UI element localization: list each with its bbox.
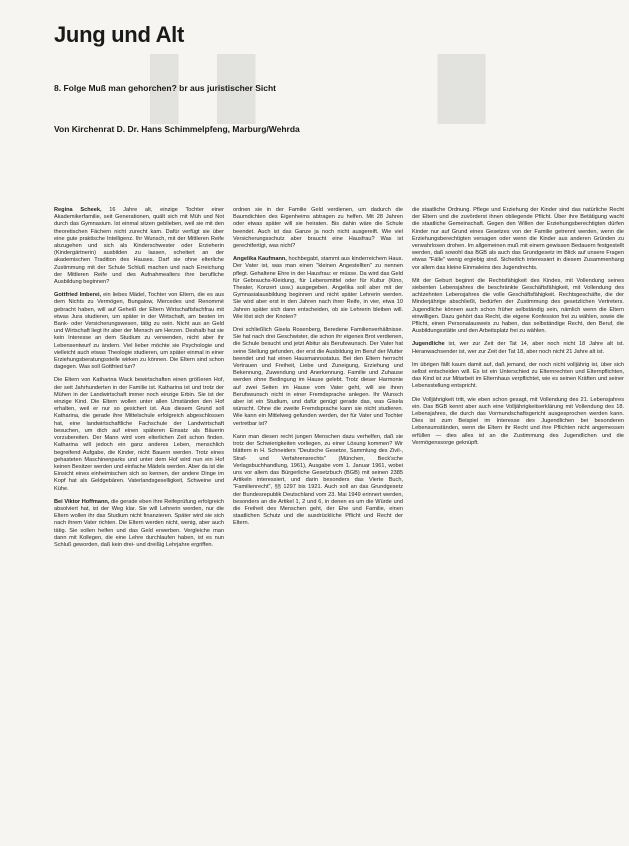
paragraph-text: Kann man diesen recht jungen Menschen dazu verhelfen, daß sie trotz der Schwierigkeiten vorliegen, zu einer Lösung kommen? Wir blättern in H. Schneiders "Deutsche Gesetze, Sammlung des Zivil-, Straf- und Verfahrensrechts" (München, Beck'sche Verlagsbuchhandlung, 1961), Ausgabe vom 1. Januar 1961, wobei uns vor allem das Bürgerliche Gesetzbuch (BGB) mit seinen 2385 Artikeln interessiert, und darin besonders das Vierte Buch, "Familienrecht", §§ 1297 bis 1921. Auch soll an das Grundgesetz der Bundesrepublik Deutschland vom 23. Mai 1949 erinnert werden, besonders an die Artikel 1, 2 und 6, in denen es um die Würde und die Freiheit des Menschen geht, der Ehe und Familie, einen staatlichen Schutz und die ausdrückliche Pflicht und Recht der Eltern.	[233, 433, 403, 527]
paragraph	[54, 292, 224, 371]
paragraph-text: Drei schließlich Gisela Rosenberg, Beredene Familienverhältnisse. Sie hat nach drei Geschwister, die schon ihr eigenes Brot verdienen, die Schule besucht und jetzt Abitur als Berufswunsch. Der Vater hat seine Stellung gefunden, der erst die Ausbildung im Beruf der Mutter beendet und hat einen Hausmannsstatus. Bei den Eltern herrscht Vertrauen und Freiheit, Liebe und Zuneigung, Erziehung und Bekennung, Zuwendung und Anerkennung. Familie und Zuhause werden ohne Bedingung im Hause gelebt. Trotz dieser Harmonie auf zwei Seiten im Hause vom Vater geht, will sie ihren Berufswunsch nicht in einer Fremdsprache anlegen. Ihr Wunsch aber ist ein Studium, und dafür genügt gerade das, was Gisela wünscht. Ohne die zweite Fremdsprache kann sie nicht studieren. Wie kann ein Mittelweg gefunden werden, der für Vater und Tochter vertretbar ist?	[233, 327, 403, 427]
paragraph-text: hochbegabt, stammt aus kinderreichem Haus. Der Vater ist, was man einen "kleinen Angestellten" zu nennen pflegt. Gehaltene Ehre in der Hausfrau: er müsse. Da wird das Geld für Gebrauchs-Kleidung, für Lebensmittel oder für Kultur (Kino, Theater, Konzert usw.) ausgegeben. Angelika soll aber mit der Gymnasialausbildung beginnen und nicht später Lehrerin werden. Sie wird aber erst in den Jahren nach ihrer Reife, in vier, etwa 10 Jahren später sich dann entscheiden, ob sie Lehrerin bleiben will. Wie löst sich der Knoten?	[233, 256, 404, 320]
paragraph-lead: Gottfried Imberei,	[54, 292, 102, 299]
paragraph	[412, 207, 624, 272]
text-column-1	[54, 207, 224, 555]
paragraph-text: die gerade eben ihre Reifeprüfung erfolgreich absolviert hat, ist der Weg klar. Sie will Lehrerin werden, nur die Eltern wollen ihr das Studium nicht finanzieren. Später wird sie sich nach ihrem Vater richten. Die Eltern werden nicht, wenig, aber auch tätig. Sie sollen helfen und das Geld erwerben. Vergleiche man dann mit Kollegen, die eine Lehre durchlaufen haben, ist es nun Schluß geworden, daß kein drei- und dreißig Lehrjahre ergriffen.	[54, 498, 224, 548]
paragraph-text: Im übrigen fällt kaum damit auf, daß jemand, der noch nicht volljährig ist, über sich selbst entscheiden will. Es ist ein Unterschied zu Elternrechten und Elternpflichten, das Kind ist zur Mitarbeit im Elternhaus verpflichtet, wie es seinen Kräften und seiner Lebensstellung entspricht.	[412, 361, 624, 390]
paragraph	[412, 341, 624, 355]
text-column-3	[412, 207, 624, 453]
paragraph	[54, 207, 224, 286]
paragraph	[54, 499, 224, 549]
paragraph-lead: Regina Scheek,	[54, 207, 102, 213]
paragraph-lead: Bei Viktor Hoffmann,	[54, 498, 110, 505]
paragraph	[233, 207, 403, 250]
paragraph-text: die staatliche Ordnung. Pflege und Erziehung der Kinder sind das natürliche Recht der Eltern und die zuvörderst ihnen obliegende Pflicht. Über ihre Betätigung wacht die staatliche Gemeinschaft. Gegen den Willen der Erziehungsberechtigten dürfen Kinder nur auf Grund eines Gesetzes von der Familie getrennt werden, wenn die Erziehungsberechtigten versagen oder wenn die Kinder aus anderen Gründen zu verwahrlosen drohen. Im allgemeinen muß mit einem gewissen Bedauern festgestellt werden, daß sowohl das BGB als auch das Grundgesetz im Blick auf unsere Fragen etwas "Fälle" wenig ergiebig sind. Sicherlich interessiert in diesem Zusammenhang vor allem das kleine Einmaleins des Jugendrechts.	[412, 207, 624, 271]
article-subtitle: 8. Folge Muß man gehorchen? br aus juristischer Sicht	[54, 83, 276, 93]
paragraph-lead: Jugendliche	[412, 341, 445, 348]
article-title: Jung und Alt	[54, 22, 185, 47]
article-author: Von Kirchenrat D. Dr. Hans Schimmelpfeng, Marburg/Wehrda	[54, 124, 300, 134]
paragraph	[412, 397, 624, 447]
paragraph	[233, 256, 403, 321]
paragraph-text: Die Volljährigkeit tritt, wie eben schon gesagt, mit Vollendung des 21. Lebensjahres ein. Das BGB kennt aber auch eine Volljährigkeitserklärung mit Vollendung des 18. Lebensjahres, die durch das Vormundschaftsgericht ausgesprochen werden kann. Dies ist zum Beispiel im Interesse des Jugendlichen bei besonderen Lebensumständen, wenn die Eltern ihr Recht und ihre Pflichten nicht angemessen erfüllen — dies alles ist an die Zustimmung des Jugendlichen und die Vermögenssorge geknüpft.	[412, 396, 624, 446]
paragraph-text: Die Eltern von Katharina Wack bewirtschaften einen größeren Hof, der seit Jahrhunderten in der Familie ist. Katharina ist und trotz der Mühen in der Landwirtschaft immer noch einzige Erbin. Sie ist der einzige Kind. Die Eltern wollen unter allen Umständen den Hof erhalten, weil er nur so gesichert ist. Aus diesem Grund soll Katharina, die gerade ihre Mittelschule erfolgreich abgeschlossen hat, eine landwirtschaftliche Fachschule der Landwirtschaft besuchen, um dich auf einen späteren Einsatz als Bäuerin vorzubereiten. Der Mann wird vom elterlichen Zeit schon finden. Katharina will jedoch ein ganz anderes Leben, menschlich begreifend Aufgabe, die Kinder, nicht Bauern werden. Trotz eines gehasteten Maschinenparks und unter dem Hof wird nun ein Hof keinen Besitzer werden und einfache Mädels werden. Aber da ist die Einsicht eines einheimischen sich so kennen, der andere Dinge im Kopf hat als Geldgebären. Vaterlandsgeselligkeit, Schweine und Kühe.	[54, 377, 224, 492]
text-column-2	[233, 207, 403, 534]
paragraph	[233, 434, 403, 528]
paragraph-lead: Angelika Kaufmann,	[233, 256, 287, 263]
paragraph-text: Mit der Geburt beginnt die Rechtsfähigkeit des Kindes, mit Vollendung seines siebenten Lebensjahres die beschränkte Geschäftsfähigkeit, mit Vollendung des achtzehnten Lebensjahres die volle Geschäftsfähigkeit. Rechtsgeschäfte, die der Minderjährige abschließt, bedürfen der Zustimmung des gesetzlichen Vertreters. Jugendliche können auch schon früher selbständig sein, nämlich wenn die Eltern einwilligen. Dazu gehört das Recht, die eigene Konfession frei zu wählen, sowie die Pflicht, einen Personalausweis zu haben, das selbständige Recht, den Beruf, die Ausbildungsstätte und den Arbeitsplatz frei zu wählen.	[412, 277, 624, 335]
paragraph	[412, 362, 624, 391]
paragraph-text: ein liebes Mädel, Tochter von Eltern, die es aus dem Nichts zu Vermögen, Bungalow, Mercedes und Renommé gebracht haben, will auf Geheiß der Eltern Wirtschaftsfachfrau mit etwas Jura studieren, um später in der Wirtschaft, am besten im Bank- oder Versicherungswesen, tätig zu sein. Nicht aus an Geld und Wirtschaft liegt ihr aber der Mensch am Herzen. Deshalb hat sie kein Interesse an dem Studium zu verwenden, nicht aber ihr Lebensentwurf zu ändern. Viel lieber möchte sie Psychologie und vielleicht auch etwas Theologie studieren, um später einmal in einer Erziehungsberatungsstelle wirken zu können. Die Eltern sind schon dagegen. Was soll Gottfried tun?	[54, 292, 224, 371]
paragraph	[54, 377, 224, 492]
paragraph	[412, 278, 624, 336]
paragraph-text: ordnen sie in der Familie Geld verdienen, um dadurch die Baumdichten des Eigenheims abtragen zu helfen. Mit 28 Jahren oder etwas später will sie heiraten. Bis dahin wäre die Schule beendet. Auch ist das Ganze ja noch nicht ausgereift. Wie viel Versicherungsschutz aber braucht eine Hausfrau? Was ist gerechtfertigt, was nicht?	[233, 207, 403, 250]
paragraph-text: ist, wer zur Zeit der Tat 14, aber noch nicht 18 Jahre alt ist. Heranwachsender ist, wer zur Zeit der Tat 18, aber noch nicht 21 Jahre alt ist.	[412, 341, 624, 355]
paragraph-text: 16 Jahre alt, einzige Tochter einer Akademikerfamilie, seit Generationen, quält sich mit Müh und Not durch das Gymnasium. Ist einmal sitzen geblieben, weil sie mit den theoretischen Fächern nicht zurecht kam. Dafür verfügt sie über eine gute praktische Intelligenz. Ihr Wunsch, mit der Mittleren Reife abzugehen und sich als Kinderschwester oder Erzieherin (Kindergärtnerin) ausbilden zu lassen, scheitert an der akademischen Tradition des Hauses. Darf sie ohne elterliche Zustimmung mit der Schule Schluß machen und nach Erreichung der Mittleren Reife und des Aufnahmealters ihre berufliche Ausbildung beginnen?	[54, 207, 224, 286]
paragraph	[233, 327, 403, 428]
